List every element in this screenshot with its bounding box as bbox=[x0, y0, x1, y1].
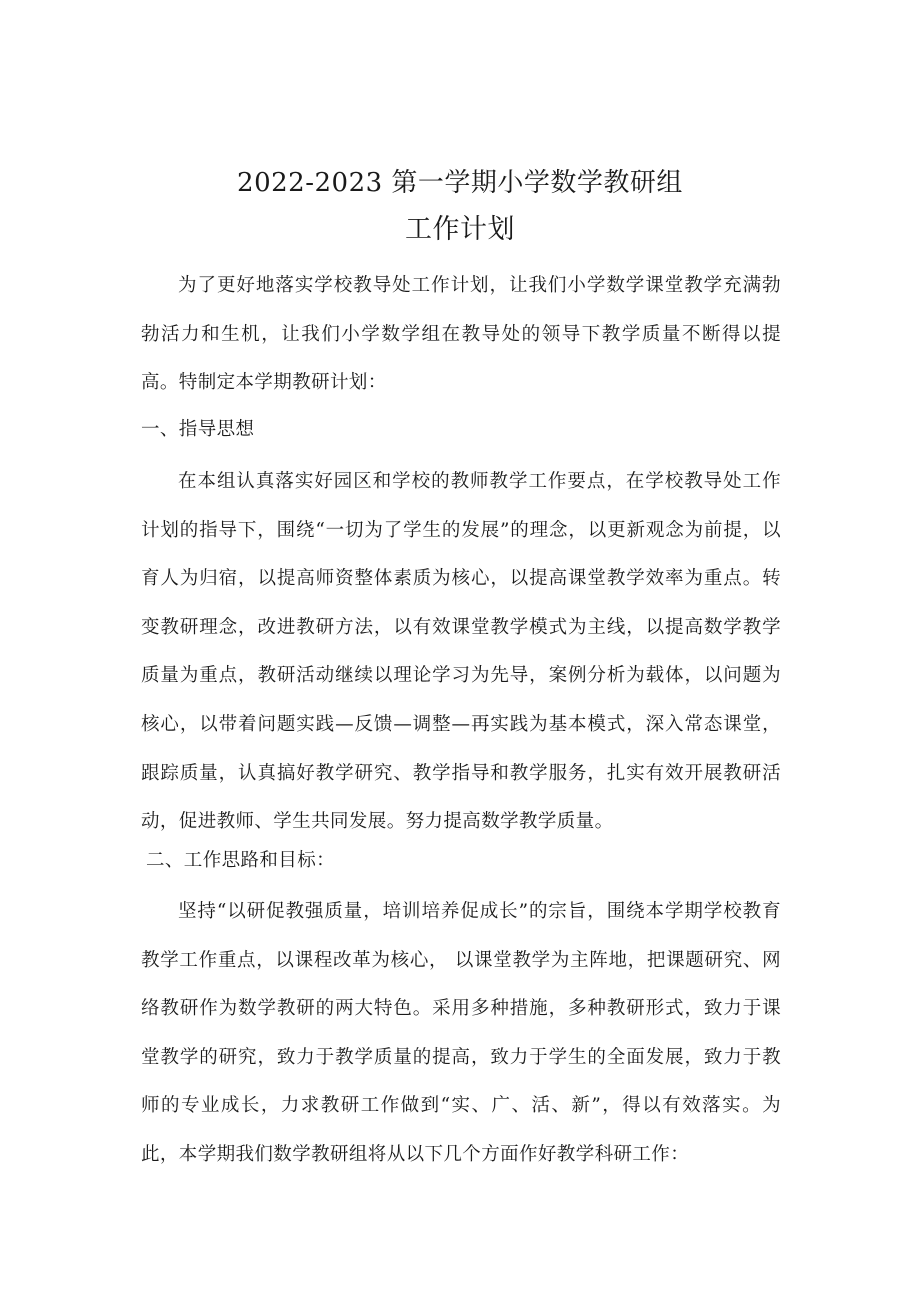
section-body-work-ideas: 坚持“以研促教强质量，培训培养促成长”的宗旨，围绕本学期学校教育教学工作重点，以课程改革为核心， 以课堂教学为主阵地，把课题研究、网络教研作为数学教研的两大特色。采用多种措施，多种教研形式，致力于课堂教学的研究，致力于教学质量的提高，致力于学生的全面发展，致力于教师的专业成长，力求教研工作做到“实、广、活、新”，得以有效落实。为此，本学期我们数学教研组将从以下几个方面作好教学科研工作： bbox=[141, 901, 781, 1165]
intro-paragraph: 为了更好地落实学校教导处工作计划，让我们小学数学课堂教学充满勃勃活力和生机，让我们小学数学组在教导处的领导下教学质量不断得以提高。特制定本学期教研计划： bbox=[141, 275, 781, 394]
document-subtitle: 工作计划 bbox=[405, 214, 515, 245]
section-heading-work-ideas: 二、工作思路和目标： bbox=[146, 850, 336, 871]
section-heading-guiding-ideology: 一、指导思想 bbox=[141, 419, 255, 440]
document-title: 2022-2023 第一学期小学数学教研组 bbox=[237, 168, 683, 198]
section-body-guiding-ideology: 在本组认真落实好园区和学校的教师教学工作要点，在学校教导处工作计划的指导下，围绕“一切为了学生的发展”的理念，以更新观念为前提，以育人为归宿，以提高师资整体素质为核心，以提高课堂教学效率为重点。转变教研理念，改进教研方法，以有效课堂教学模式为主线，以提高数学教学质量为重点，教研活动继续以理论学习为先导，案例分析为载体，以问题为核心，以带着问题实践—反馈—调整—再实践为基本模式，深入常态课堂，跟踪质量，认真搞好教学研究、教学指导和教学服务，扎实有效开展教研活动，促进教师、学生共同发展。努力提高数学教学质量。 bbox=[141, 471, 781, 833]
